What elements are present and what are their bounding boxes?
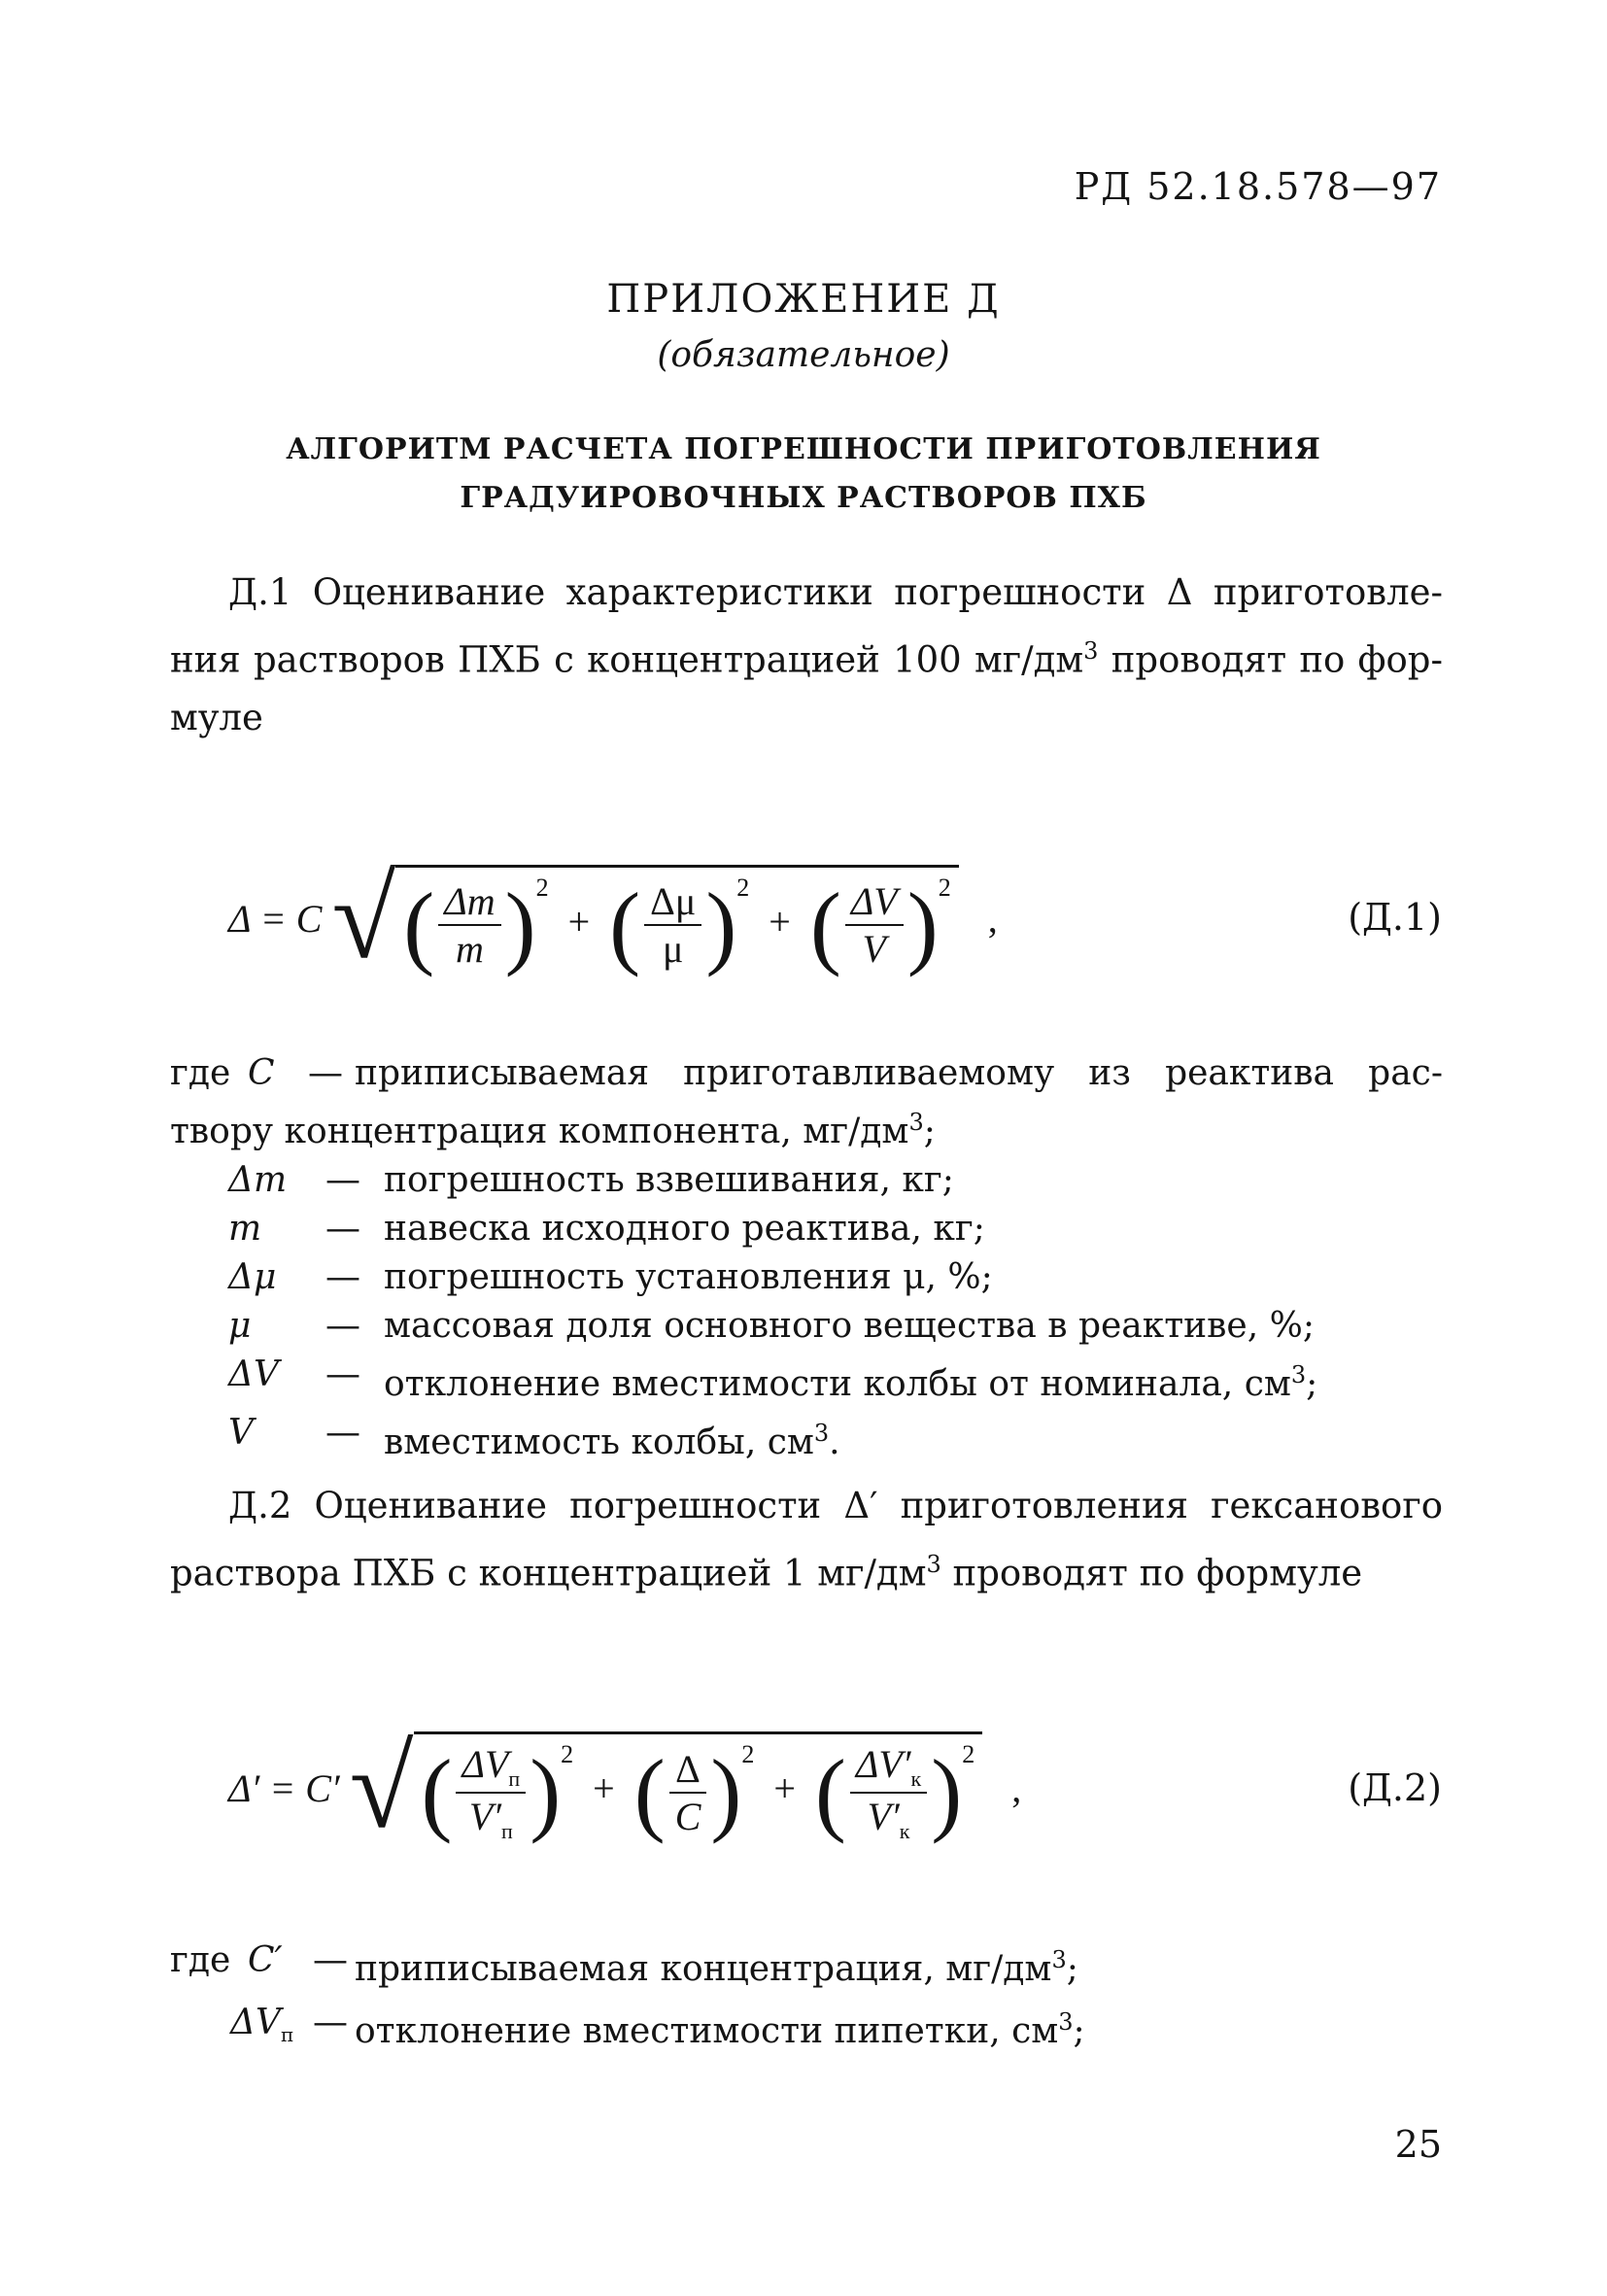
formula-d1-definitions: [170, 1049, 1443, 1467]
section-1-line2: ния растворов ПХБ с концентрацией 100 $мг/дм^3$ проводят по фор-: [170, 637, 1443, 681]
definition-row: μ — массовая доля основного вещества в реактиве, %;: [228, 1306, 1315, 1346]
sqrt-symbol: √: [331, 853, 396, 982]
appendix-heading-line2: ГРАДУИРОВОЧНЫХ РАСТВОРОВ ПХБ: [460, 481, 1147, 515]
definition-row: V — вместимость колбы, $см^3$.: [228, 1413, 840, 1462]
formula-d1-radicand: ( $\frac{\Delta m}{m}$ )$^2$ + ( $\frac{\Delta\mu}{\mu}$ )$^2$ + ( $\frac{\Delta V}{V}$ )$^2$: [395, 865, 958, 973]
definition-row: Δμ — погрешность установления μ, %;: [228, 1257, 993, 1297]
definition-row: $\Delta V_п$ — отклонение вместимости пипетки, $см^3$;: [230, 2003, 1085, 2051]
formula-d2: Δ′ = C′ √ ( $\frac{\Delta V_п}{V'_п}$ )$^2$ + ( $\frac{\Delta}{C}$ )$^2$ + ( $\frac{\Delta V'_к}{V'_к}$ )$^2$ ,: [228, 1723, 1022, 1852]
section-1-line3: муле: [170, 697, 263, 739]
formula-d1: Δ = C √ ( $\frac{\Delta m}{m}$ )$^2$ + ( $\frac{\Delta\mu}{\mu}$ )$^2$ + ( $\frac{\Delta V}{V}$ )$^2$ ,: [228, 853, 998, 982]
appendix-status: (обязательное): [657, 335, 950, 375]
formula-d2-radicand: ( $\frac{\Delta V_п}{V'_п}$ )$^2$ + ( $\frac{\Delta}{C}$ )$^2$ + ( $\frac{\Delta V'_к}{V'_к}$ )$^2$: [414, 1731, 983, 1844]
formula-d1-lhs: Δ = C: [228, 896, 323, 941]
appendix-heading-line1: АЛГОРИТМ РАСЧЕТА ПОГРЕШНОСТИ ПРИГОТОВЛЕНИЯ: [286, 432, 1321, 466]
formula-d2-label: (Д.2): [1348, 1766, 1442, 1809]
section-2-line1: Д.2 Оценивание погрешности Δ′ приготовления гексанового: [228, 1485, 1443, 1526]
section-1-paragraph: [170, 564, 1443, 747]
sqrt-symbol: √: [349, 1723, 414, 1852]
formula-d2-definitions: [170, 1934, 1443, 2062]
section-2-line2: раствора ПХБ с концентрацией 1 $мг/дм^3$ проводят по формуле: [170, 1551, 1363, 1594]
page-number: 25: [1394, 2123, 1442, 2166]
section-1-line1: Д.1 Оценивание характеристики погрешности Δ приготовле-: [228, 571, 1443, 613]
definition-intro-continued: твору концентрация компонента, $мг/дм^3$;: [170, 1109, 936, 1151]
definition-row: m — навеска исходного реактива, кг;: [228, 1209, 985, 1249]
definition-row: Δm — погрешность взвешивания, кг;: [228, 1160, 954, 1200]
section-2-paragraph: [170, 1477, 1443, 1602]
document-code: РД 52.18.578—97: [1074, 165, 1442, 208]
formula-d2-lhs: Δ′ = C′: [228, 1765, 340, 1810]
definition-intro: где C — приписываемая приготавливаемому из реактива рас-: [170, 1053, 1443, 1093]
appendix-title: ПРИЛОЖЕНИЕ Д: [606, 277, 1001, 322]
definition-row: ΔV — отклонение вместимости колбы от номинала, $см^3$;: [228, 1354, 1318, 1404]
formula-d1-label: (Д.1): [1348, 896, 1442, 939]
definition-row: где C′ — приписываемая концентрация, $мг/дм^3$;: [170, 1940, 1078, 1989]
